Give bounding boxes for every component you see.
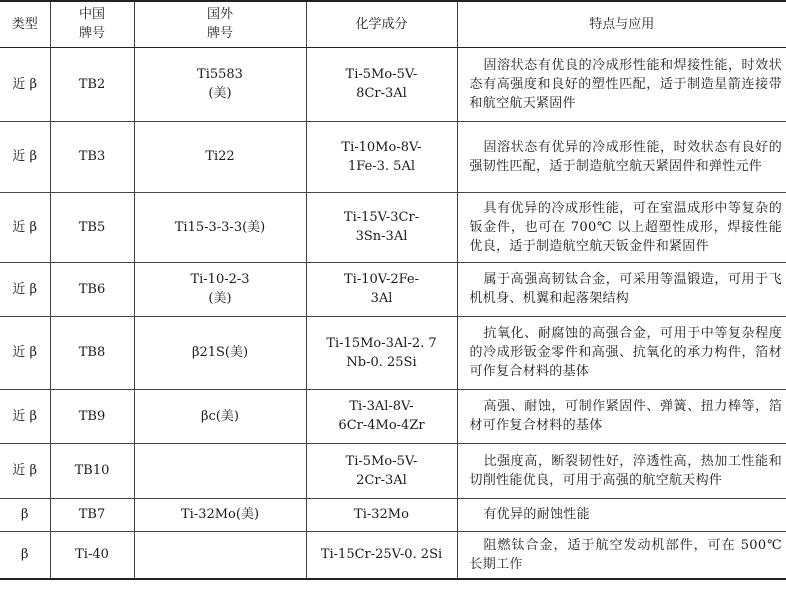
foreign-grade-line: (美) [208, 291, 232, 306]
composition-line: 3Al [370, 291, 393, 306]
header-foreign-grade-line: 国外 [206, 7, 233, 23]
table-row [0, 389, 786, 443]
table-row [0, 121, 786, 192]
features-text: 阻燃钛合金，适于航空发动机部件，可在 500℃ 长期工作 [469, 537, 782, 572]
features-text: 比强度高，断裂韧性好，淬透性高，热加工性能和切削性能优良，可用于高强的航空航天构件 [469, 453, 782, 488]
foreign-grade-line: Ti22 [205, 149, 235, 164]
cell-composition [306, 47, 457, 121]
cell-composition [306, 443, 457, 498]
cell-type: 近 β [0, 262, 50, 316]
table-row [0, 443, 786, 498]
foreign-grade-line: β21S(美) [191, 345, 249, 360]
cell-features [457, 443, 786, 498]
cell-features [457, 121, 786, 192]
table-row [0, 262, 786, 316]
cell-features [457, 192, 786, 262]
cell-foreign-grade [134, 47, 306, 121]
cell-composition [306, 498, 457, 531]
foreign-grade-line: Ti-10-2-3 [190, 272, 250, 287]
composition-line: 1Fe-3. 5Al [347, 158, 416, 174]
composition-line: Ti-15V-3Cr- [343, 210, 420, 225]
cell-cn-grade: TB9 [50, 389, 134, 443]
cell-cn-grade: TB10 [50, 443, 134, 498]
cell-features [457, 531, 786, 579]
features-text: 固溶状态有优良的冷成形性能和焊接性能，时效状态有高强度和良好的塑性匹配，适于制造星箭连接带和航空航天紧固件 [469, 57, 782, 111]
composition-line: Ti-5Mo-5V- [345, 453, 418, 469]
composition-line: 8Cr-3Al [356, 86, 407, 101]
foreign-grade-line: Ti5583 [197, 67, 243, 82]
cell-type: β [0, 531, 50, 579]
table-row [0, 498, 786, 531]
cell-type: 近 β [0, 316, 50, 389]
foreign-grade-line: (美) [208, 86, 232, 101]
cell-foreign-grade [134, 316, 306, 389]
cell-cn-grade: TB7 [50, 498, 134, 531]
composition-line: Ti-3Al-8V- [349, 399, 414, 414]
features-text: 高强、耐蚀，可制作紧固件、弹簧、扭力棒等，箔材可作复合材料的基体 [469, 399, 782, 433]
cell-composition [306, 121, 457, 192]
cell-foreign-grade [134, 121, 306, 192]
cell-cn-grade: TB6 [50, 262, 134, 316]
table-row [0, 531, 786, 579]
cell-foreign-grade [134, 192, 306, 262]
cell-cn-grade: TB8 [50, 316, 134, 389]
features-text: 抗氧化、耐腐蚀的高强合金，可用于中等复杂程度的冷成形钣金零件和高强、抗氧化的承力构件，箔材可作复合材料的基体 [469, 326, 782, 379]
cell-foreign-grade [134, 531, 306, 579]
cell-foreign-grade [134, 389, 306, 443]
composition-line: Nb-0. 25Si [346, 354, 417, 370]
cell-cn-grade: Ti-40 [50, 531, 134, 579]
table-row [0, 316, 786, 389]
cell-cn-grade: TB3 [50, 121, 134, 192]
cell-foreign-grade [134, 443, 306, 498]
cell-type: 近 β [0, 192, 50, 262]
composition-line: Ti-10Mo-8V- [341, 139, 422, 155]
cell-composition [306, 192, 457, 262]
header-foreign-grade-line: 牌号 [206, 26, 233, 42]
cell-foreign-grade [134, 262, 306, 316]
header-row [0, 1, 786, 47]
cell-type: 近 β [0, 121, 50, 192]
cell-features [457, 389, 786, 443]
table-row [0, 47, 786, 121]
composition-line: 6Cr-4Mo-4Zr [338, 418, 425, 433]
composition-line: Ti-15Mo-3Al-2. 7 [326, 335, 437, 351]
header-cn-grade-line: 牌号 [78, 26, 105, 42]
cell-composition [306, 262, 457, 316]
table-body [0, 47, 786, 579]
cell-features [457, 47, 786, 121]
features-text: 具有优异的冷成形性能，可在室温成形中等复杂的钣金件，也可在 700℃ 以上超塑性成形，焊接性能优良，适于制造航空航天钣金件和紧固件 [469, 200, 782, 254]
header-features: 特点与应用 [457, 1, 786, 47]
cell-composition [306, 531, 457, 579]
cell-composition [306, 389, 457, 443]
cell-type: 近 β [0, 389, 50, 443]
composition-line: Ti-10V-2Fe- [343, 272, 420, 287]
cell-features [457, 316, 786, 389]
foreign-grade-line: Ti-32Mo(美) [180, 507, 260, 522]
header-cn-grade [50, 1, 134, 47]
header-type: 类型 [0, 1, 50, 47]
cell-features [457, 262, 786, 316]
cell-features [457, 498, 786, 531]
features-text: 属于高强高韧钛合金，可采用等温锻造，可用于飞机机身、机翼和起落架结构 [469, 272, 782, 306]
composition-line: 2Cr-3Al [356, 472, 407, 488]
cell-composition [306, 316, 457, 389]
cell-foreign-grade [134, 498, 306, 531]
table-row [0, 192, 786, 262]
features-text: 固溶状态有优异的冷成形性能，时效状态有良好的强韧性匹配，适于制造航空航天紧固件和弹性元件 [469, 139, 782, 174]
foreign-grade-line: Ti15-3-3-3(美) [174, 219, 266, 235]
header-cn-grade-line: 中国 [78, 7, 105, 23]
features-text: 有优异的耐蚀性能 [483, 507, 590, 522]
header-composition: 化学成分 [306, 1, 457, 47]
header-foreign-grade [134, 1, 306, 47]
composition-line: Ti-15Cr-25V-0. 2Si [320, 547, 443, 563]
cell-type: β [0, 498, 50, 531]
composition-line: Ti-32Mo [354, 507, 409, 522]
cell-cn-grade: TB2 [50, 47, 134, 121]
cell-type: 近 β [0, 443, 50, 498]
composition-line: Ti-5Mo-5V- [345, 67, 418, 82]
composition-line: 3Sn-3Al [355, 229, 408, 244]
foreign-grade-line: βc(美) [201, 408, 239, 424]
cell-cn-grade: TB5 [50, 192, 134, 262]
cell-type: 近 β [0, 47, 50, 121]
